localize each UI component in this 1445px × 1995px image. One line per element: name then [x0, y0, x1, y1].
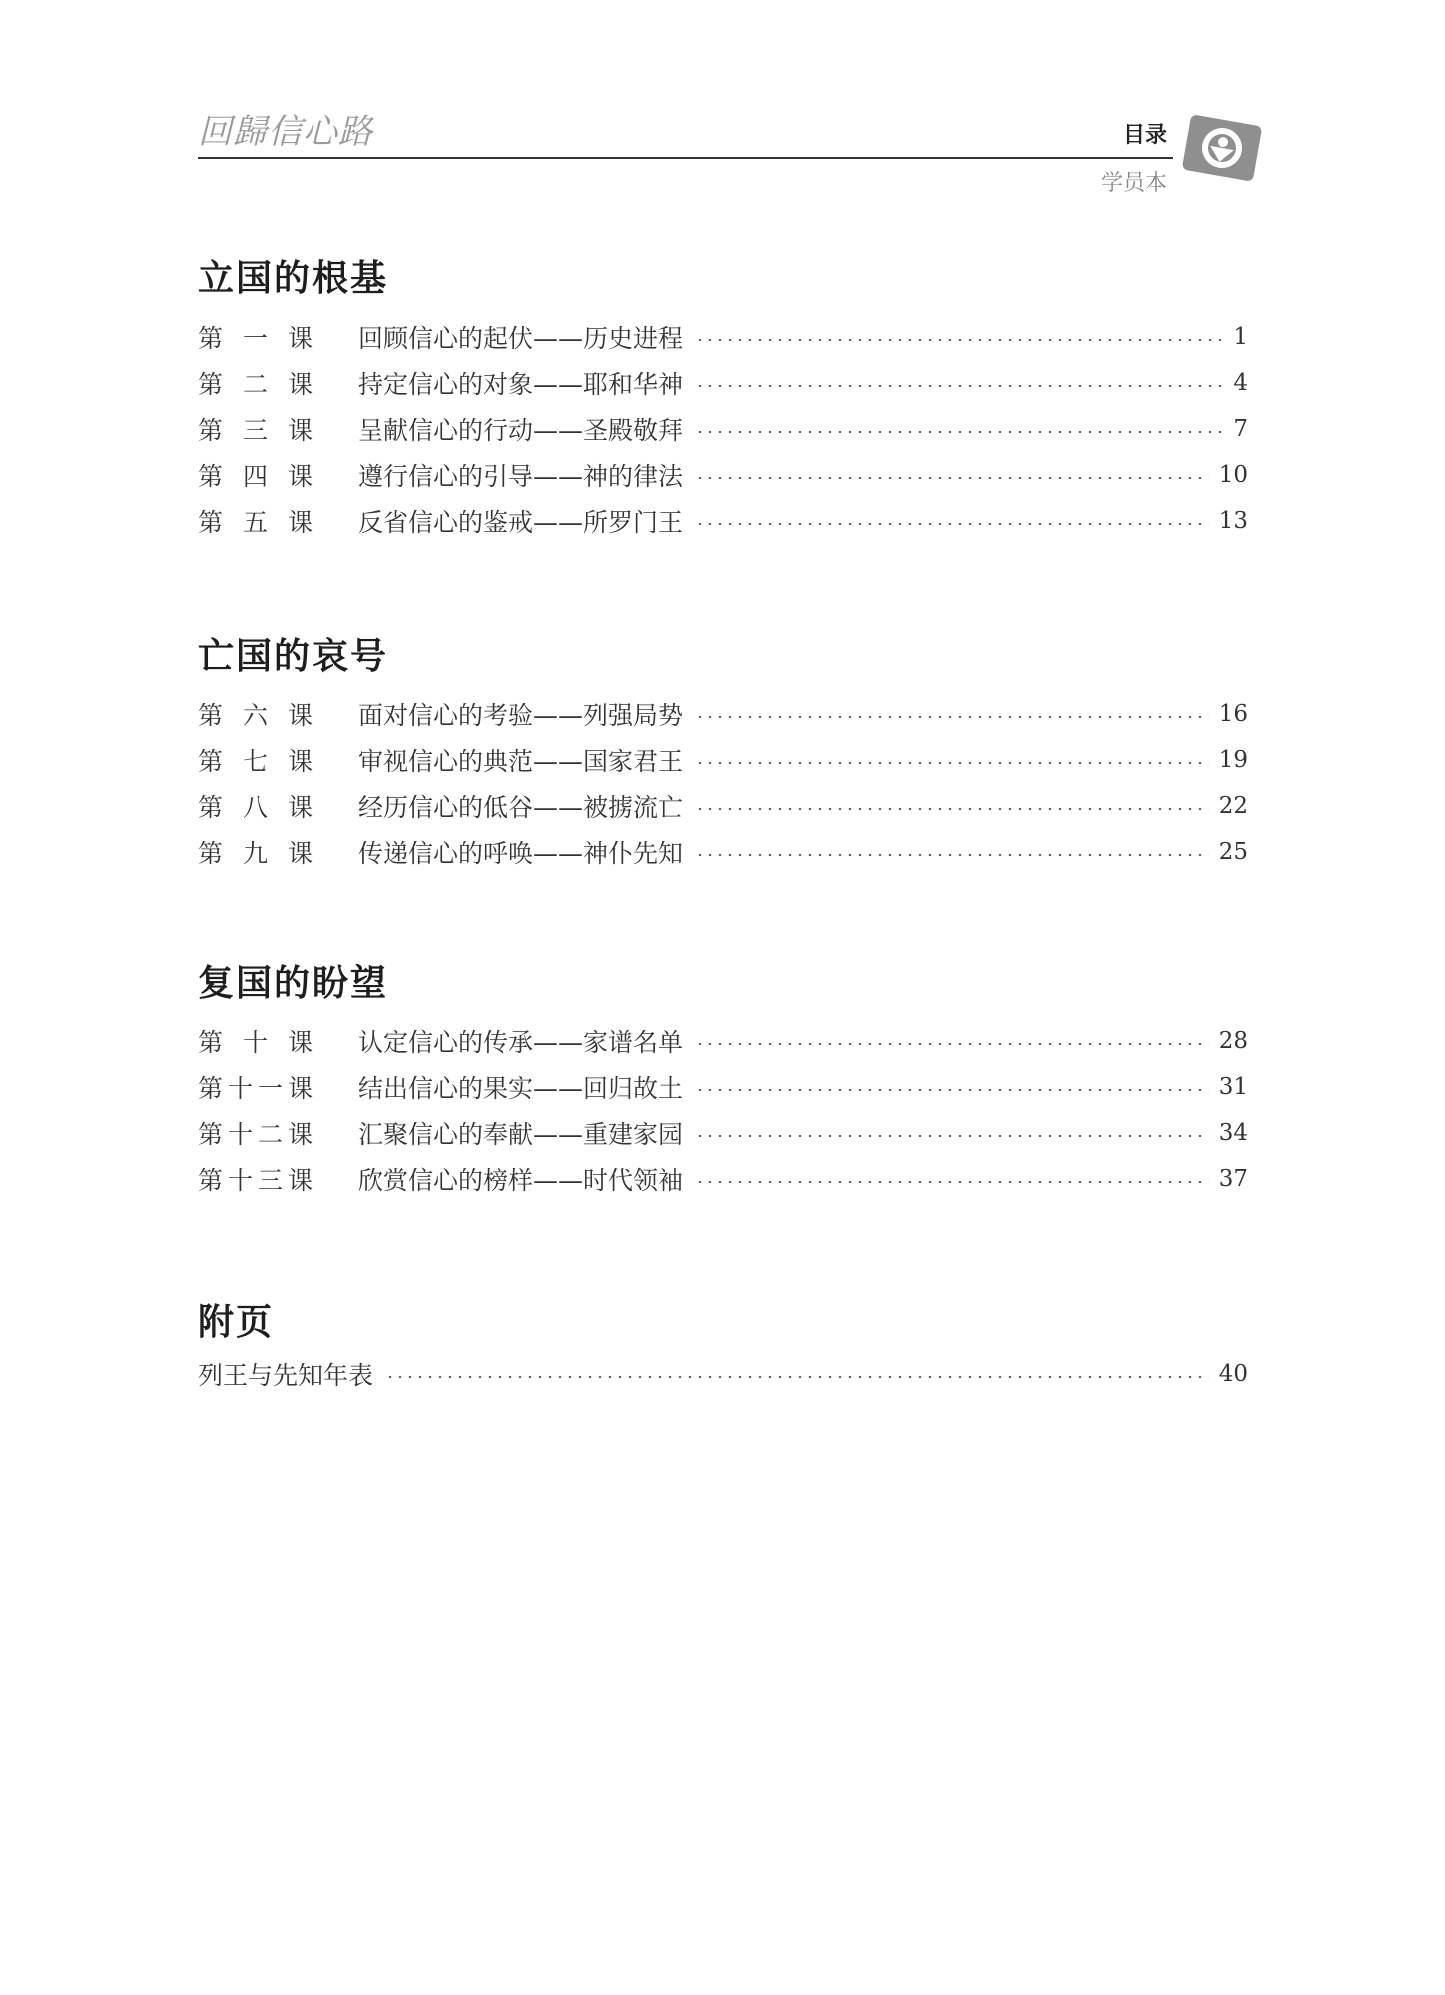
header-title: 目录 [1122, 123, 1167, 148]
toc-row[interactable] [198, 786, 1248, 826]
dot-leader [695, 477, 1209, 479]
lesson-char: 第 [198, 416, 224, 445]
toc-row[interactable] [198, 1021, 1248, 1061]
lesson-number [198, 696, 313, 732]
lesson-title: 结出信心的果实——回归故土 [358, 1074, 684, 1103]
lesson-title: 欣赏信心的榜样——时代领袖 [358, 1166, 684, 1195]
toc-row[interactable] [198, 1113, 1248, 1153]
page-number: 22 [1218, 793, 1248, 819]
lesson-number [198, 411, 313, 447]
lesson-number [198, 1069, 313, 1105]
page-number: 40 [1218, 1361, 1248, 1387]
lesson-char: 十 [227, 1120, 253, 1149]
lesson-title: 汇聚信心的奉献——重建家园 [358, 1120, 684, 1149]
lesson-char: 第 [198, 462, 224, 491]
emblem-icon [1180, 110, 1264, 186]
lesson-char: 十 [242, 1028, 268, 1057]
lesson-number [198, 457, 313, 493]
page-number: 28 [1218, 1028, 1248, 1054]
lesson-char: 十 [227, 1166, 253, 1195]
page-number: 1 [1233, 324, 1248, 350]
lesson-title: 呈献信心的行动——圣殿敬拜 [358, 416, 684, 445]
toc-row[interactable] [198, 1354, 1248, 1394]
lesson-char: 第 [198, 793, 224, 822]
toc-row[interactable] [198, 501, 1248, 541]
lesson-char: 课 [287, 701, 313, 730]
lesson-char: 三 [242, 416, 268, 445]
lesson-char: 一 [257, 1074, 283, 1103]
page-number: 31 [1218, 1074, 1248, 1100]
dot-leader [695, 716, 1209, 718]
lesson-char: 课 [287, 462, 313, 491]
toc-row[interactable] [198, 455, 1248, 495]
appendix-title: 列王与先知年表 [198, 1361, 374, 1390]
page-number: 16 [1218, 701, 1248, 727]
toc-row[interactable] [198, 363, 1248, 403]
lesson-char: 二 [257, 1120, 283, 1149]
lesson-number [198, 1023, 313, 1059]
dot-leader [695, 1181, 1209, 1183]
toc-row[interactable] [198, 740, 1248, 780]
dot-leader [695, 385, 1223, 387]
header-subtitle: 学员本 [1100, 171, 1167, 196]
lesson-char: 第 [198, 701, 224, 730]
lesson-title: 审视信心的典范——国家君王 [358, 747, 684, 776]
page-number: 13 [1218, 508, 1248, 534]
dot-leader [695, 1135, 1209, 1137]
header-logo: 回歸信心路 [198, 112, 373, 152]
lesson-char: 五 [242, 508, 268, 537]
lesson-char: 七 [242, 747, 268, 776]
lesson-char: 课 [287, 839, 313, 868]
page-number: 19 [1218, 747, 1248, 773]
dot-leader [695, 1089, 1209, 1091]
lesson-char: 课 [287, 370, 313, 399]
section-title: 亡国的哀号 [198, 636, 389, 677]
lesson-title: 持定信心的对象——耶和华神 [358, 370, 684, 399]
lesson-number [198, 742, 313, 778]
section-title: 附页 [198, 1302, 275, 1343]
toc-row[interactable] [198, 1159, 1248, 1199]
lesson-char: 课 [287, 793, 313, 822]
lesson-number [198, 503, 313, 539]
lesson-char: 八 [242, 793, 268, 822]
lesson-title: 传递信心的呼唤——神仆先知 [358, 839, 684, 868]
lesson-char: 九 [242, 839, 268, 868]
page-number: 25 [1218, 839, 1248, 865]
lesson-title: 面对信心的考验——列强局势 [358, 701, 684, 730]
lesson-number [198, 834, 313, 870]
section-title: 复国的盼望 [198, 963, 389, 1004]
dot-leader [695, 523, 1209, 525]
lesson-title: 遵行信心的引导——神的律法 [358, 462, 684, 491]
lesson-number [198, 1115, 313, 1151]
page-number: 10 [1218, 462, 1248, 488]
header-rule [198, 157, 1173, 159]
toc-row[interactable] [198, 317, 1248, 357]
section-title: 立国的根基 [198, 258, 389, 299]
lesson-title: 经历信心的低谷——被掳流亡 [358, 793, 684, 822]
lesson-char: 第 [198, 1028, 224, 1057]
lesson-char: 第 [198, 747, 224, 776]
page-number: 37 [1218, 1166, 1248, 1192]
lesson-title: 认定信心的传承——家谱名单 [358, 1028, 684, 1057]
lesson-char: 一 [242, 324, 268, 353]
lesson-char: 课 [287, 416, 313, 445]
lesson-number [198, 788, 313, 824]
lesson-char: 二 [242, 370, 268, 399]
dot-leader [695, 339, 1223, 341]
lesson-char: 课 [287, 1166, 313, 1195]
page-number: 4 [1233, 370, 1248, 396]
lesson-char: 课 [287, 747, 313, 776]
lesson-char: 六 [242, 701, 268, 730]
lesson-char: 第 [198, 370, 224, 399]
lesson-char: 课 [287, 1120, 313, 1149]
lesson-char: 第 [198, 839, 224, 868]
lesson-char: 第 [198, 1120, 224, 1149]
toc-row[interactable] [198, 832, 1248, 872]
lesson-char: 第 [198, 1074, 224, 1103]
dot-leader [385, 1376, 1209, 1378]
lesson-char: 三 [257, 1166, 283, 1195]
page-number: 34 [1218, 1120, 1248, 1146]
lesson-char: 课 [287, 1074, 313, 1103]
dot-leader [695, 854, 1209, 856]
toc-row[interactable] [198, 694, 1248, 734]
lesson-number [198, 319, 313, 355]
toc-row[interactable] [198, 1067, 1248, 1107]
lesson-char: 课 [287, 324, 313, 353]
lesson-title: 回顾信心的起伏——历史进程 [358, 324, 684, 353]
lesson-char: 课 [287, 508, 313, 537]
lesson-char: 第 [198, 324, 224, 353]
lesson-char: 第 [198, 1166, 224, 1195]
lesson-number [198, 365, 313, 401]
dot-leader [695, 808, 1209, 810]
toc-row[interactable] [198, 409, 1248, 449]
lesson-char: 四 [242, 462, 268, 491]
page-number: 7 [1233, 416, 1248, 442]
dot-leader [695, 431, 1223, 433]
dot-leader [695, 1043, 1209, 1045]
dot-leader [695, 762, 1209, 764]
lesson-char: 十 [227, 1074, 253, 1103]
lesson-title: 反省信心的鉴戒——所罗门王 [358, 508, 684, 537]
lesson-char: 第 [198, 508, 224, 537]
lesson-number [198, 1161, 313, 1197]
lesson-char: 课 [287, 1028, 313, 1057]
